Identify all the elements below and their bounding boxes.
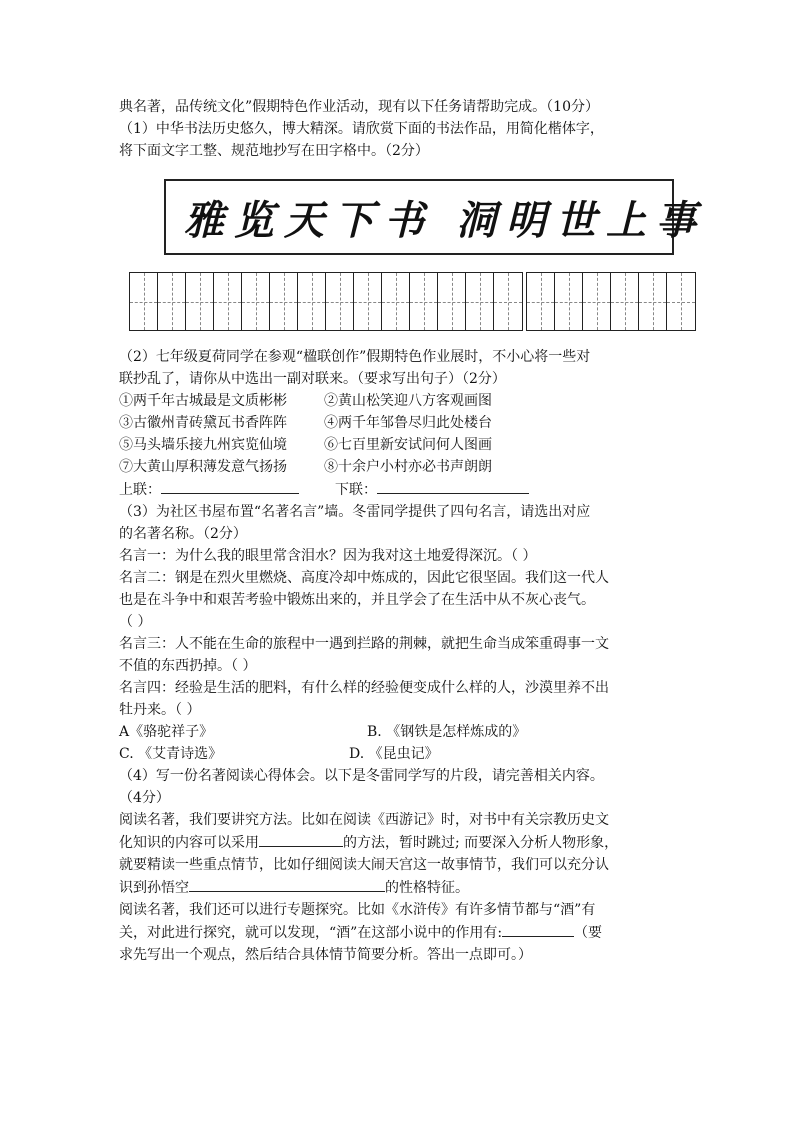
quote-2-line-2: 也是在斗争中和艰苦考验中锻炼出来的，并且学会了在生活中从不灰心丧气。: [119, 592, 595, 608]
q4-line-2: （4分）: [119, 790, 170, 806]
intro-line: 典名著，品传统文化”假期特色作业活动，现有以下任务请帮助完成。（10分）: [119, 99, 599, 115]
quote-1: 名言一：为什么我的眼里常含泪水？因为我对这土地爱得深沉。（ ）: [119, 548, 537, 564]
couplet-item-5: ⑤马头墙乐接九州宾览仙境: [119, 437, 287, 453]
options-row-2: [119, 743, 689, 765]
option-b: B. 《钢铁是怎样炼成的》: [367, 724, 527, 740]
character-trait-blank[interactable]: [189, 876, 385, 892]
q4-para1-line-4: [119, 876, 689, 899]
q4-para2-line-3: 求先写出一个观点，然后结合具体情节简要分析。答出一点即可。）: [119, 947, 532, 963]
worksheet: [119, 96, 689, 966]
q4-para2-text: （要: [574, 925, 603, 941]
couplet-row-3: [119, 434, 689, 456]
q4-para1-line-2: [119, 831, 689, 854]
couplet-row-1: [119, 390, 689, 412]
couplet-item-1: ①两千年古城最是文质彬彬: [119, 393, 287, 409]
q2-line-1: （2）七年级夏荷同学在参观“楹联创作”假期特色作业展时，不小心将一些对: [119, 349, 591, 365]
lower-couplet-label: 下联：: [335, 482, 377, 498]
q4-para1-text: 化知识的内容可以采用: [119, 835, 259, 851]
options-row-1: [119, 721, 689, 743]
q4-para2-line-2: [119, 921, 689, 944]
option-d: D. 《昆虫记》: [349, 746, 439, 762]
upper-couplet-label: 上联：: [119, 482, 161, 498]
couplet-item-2: ②黄山松笑迎八方客观画图: [324, 393, 492, 409]
reading-method-blank[interactable]: [259, 831, 343, 847]
option-a: A《骆驼祥子》: [119, 724, 214, 740]
q4-para2-text: 关，对此进行探究，就可以发现，“酒”在这部小说中的作用有:: [119, 925, 503, 941]
couplet-item-4: ④两千年邹鲁尽归此处楼台: [324, 415, 492, 431]
q1-line-2: 将下面文字工整、规范地抄写在田字格中。（2分）: [119, 143, 429, 159]
calligraphy-left-line: 雅览天下书: [184, 197, 434, 244]
couplet-row-4: [119, 456, 689, 478]
quote-2-line-1: 名言二：钢是在烈火里燃烧、高度冷却中炼成的，因此它很坚固。我们这一代人: [119, 570, 609, 586]
q3-line-1: （3）为社区书屋布置“名著名言”墙。冬雷同学提供了四句名言，请选出对应: [119, 504, 591, 520]
quote-4-line-1: 名言四：经验是生活的肥料，有什么样的经验便变成什么样的人，沙漠里养不出: [119, 680, 609, 696]
couplet-row-2: [119, 412, 689, 434]
q4-para2-line-1: 阅读名著，我们还可以进行专题探究。比如《水浒传》有许多情节都与“酒”有: [119, 902, 596, 918]
couplet-item-6: ⑥七百里新安试问何人图画: [324, 437, 492, 453]
couplet-item-7: ⑦大黄山厚积薄发意气扬扬: [119, 459, 287, 475]
upper-couplet-blank[interactable]: [161, 478, 299, 494]
q3-line-2: 的名著名称。（2分）: [119, 526, 247, 542]
quote-3-line-1: 名言三：人不能在生命的旅程中一遇到拦路的荆棘，就把生命当成笨重碍事一文: [119, 636, 609, 652]
calligraphy-right-line: 洞明世上事: [456, 197, 706, 244]
q4-para1-text: 的性格特征。: [385, 880, 469, 896]
couplet-answer-row: [119, 478, 689, 501]
couplet-item-3: ③古徽州青砖黛瓦书香阵阵: [119, 415, 287, 431]
q4-line-1: （4）写一份名著阅读心得体会。以下是冬雷同学写的片段，请完善相关内容。: [119, 768, 604, 784]
quote-3-line-2: 不值的东西扔掉。（ ）: [119, 658, 257, 674]
q4-para1-text: 识到孙悟空: [119, 880, 189, 896]
quote-2-answer: （ ）: [119, 614, 152, 630]
q2-line-2: 联抄乱了，请你从中选出一副对联来。（要求写出句子）（2分）: [119, 371, 506, 387]
q1-line-1: （1）中华书法历史悠久，博大精深。请欣赏下面的书法作品，用简化楷体字，: [119, 121, 604, 137]
q4-para1-text: 的方法，暂时跳过; 而要深入分析人物形象，: [343, 835, 619, 851]
q4-para1-line-1: 阅读名著，我们要讲究方法。比如在阅读《西游记》时，对书中有关宗教历史文: [119, 812, 609, 828]
option-c: C. 《艾青诗选》: [119, 746, 223, 762]
wine-role-blank[interactable]: [502, 921, 574, 937]
quote-4-line-2: 牡丹来。（ ）: [119, 702, 201, 718]
lower-couplet-blank[interactable]: [377, 478, 529, 494]
q4-para1-line-3: 就要精读一些重点情节，比如仔细阅读大闹天宫这一故事情节，我们可以充分认: [119, 857, 609, 873]
couplet-item-8: ⑧十余户小村亦必书声朗朗: [324, 459, 492, 475]
